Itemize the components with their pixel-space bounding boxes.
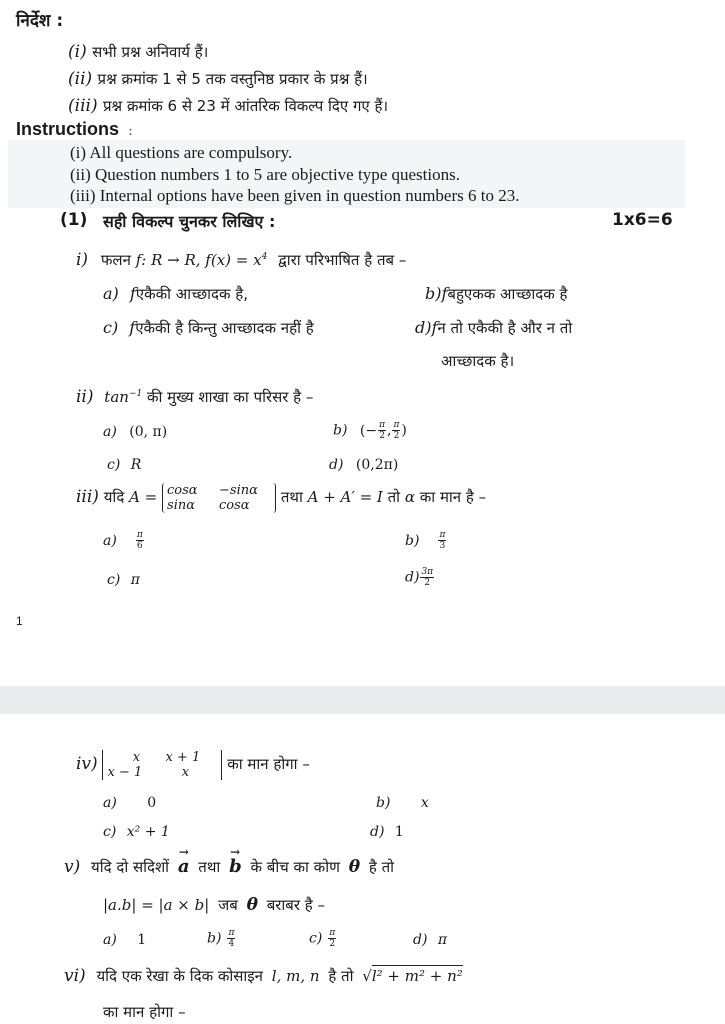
question-2-stem — [76, 387, 313, 407]
option-label: d) — [370, 824, 385, 840]
option-label: a) — [103, 424, 117, 440]
item-number: (iii) — [68, 96, 98, 116]
q5-option-d — [413, 932, 447, 948]
question-number: vi) — [64, 966, 86, 986]
question-number: v) — [64, 857, 81, 877]
question-number: iv) — [76, 754, 98, 774]
stem-hai-to: है तो — [328, 967, 354, 985]
q2-option-d — [329, 457, 398, 473]
page-separator — [0, 686, 725, 714]
option-text: R — [130, 457, 142, 473]
stem-text-2: के बीच का कोण — [250, 858, 340, 876]
option-f: f — [441, 284, 448, 303]
fraction-pi-over-3: $\frac{\pi}{3}$ — [439, 530, 446, 551]
english-instructions-heading: Instructions — [16, 119, 120, 139]
question-4-stem — [76, 750, 310, 780]
q1-option-a — [103, 284, 248, 304]
stem-math: f: R → R, f(x) = x — [135, 251, 262, 269]
option-label: d) — [413, 932, 428, 948]
theta: θ — [348, 857, 361, 877]
english-instruction-2: (ii) Question numbers 1 to 5 are objective type questions. — [70, 165, 460, 184]
question-5-line-2 — [103, 895, 325, 915]
q4-option-d — [370, 824, 404, 840]
vector-b: → b — [229, 845, 242, 877]
fraction-neg-pi-over-2: $\frac{\pi}{2}$ — [379, 420, 386, 441]
option-text: 0 — [147, 795, 157, 811]
q2-option-c — [107, 457, 141, 473]
fraction-pi-over-6: $\frac{\pi}{6}$ — [136, 530, 143, 551]
option-close: ) — [401, 422, 407, 439]
option-text: न तो एकैकी है और न तो — [437, 319, 573, 337]
option-f: f — [129, 284, 136, 303]
heading-colon: : — [128, 123, 133, 139]
stem-tatha: तथा — [280, 488, 303, 506]
option-label: a) — [103, 932, 117, 948]
option-label: d) — [415, 318, 432, 337]
q2-option-b — [333, 420, 407, 441]
option-label: c) — [309, 930, 323, 947]
option-text: एकैकी आच्छादक है, — [135, 285, 249, 303]
option-label: b) — [405, 532, 420, 549]
question-number: ii) — [76, 387, 94, 407]
english-instruction-1: (i) All questions are compulsory. — [70, 143, 293, 162]
option-label: c) — [103, 318, 119, 337]
stem-barabar: बराबर है – — [266, 896, 325, 914]
fraction-pi-over-2: $\frac{\pi}{2}$ — [329, 928, 336, 949]
stem-to: तो — [387, 488, 401, 506]
fraction-pi-over-4: $\frac{\pi}{4}$ — [228, 928, 235, 949]
item-text: प्रश्न क्रमांक 6 से 23 में आंतरिक विकल्प दिए गए हैं। — [102, 97, 389, 115]
q4-option-c — [103, 824, 170, 840]
option-text: π — [130, 572, 140, 588]
item-text: प्रश्न क्रमांक 1 से 5 तक वस्तुनिष्ठ प्रकार के प्रश्न हैं। — [97, 70, 368, 88]
option-label: c) — [107, 457, 121, 473]
q5-option-a — [103, 932, 146, 948]
stem-superscript: −1 — [128, 389, 143, 399]
option-label: a) — [103, 795, 117, 811]
stem-text: फलन — [100, 251, 131, 269]
hindi-instruction-2 — [68, 69, 368, 89]
q3-option-b — [405, 530, 447, 551]
item-number: (i) — [68, 42, 87, 62]
question-5-line-1 — [64, 845, 395, 877]
page-number: 1 — [16, 614, 23, 628]
q3-option-a — [103, 530, 145, 551]
vector-a: → a — [177, 845, 190, 877]
section-label: (1) — [60, 210, 88, 230]
stem-tail: का मान है – — [419, 488, 487, 506]
determinant: x x + 1 x − 1 x — [102, 750, 222, 780]
section-marks: 1x6=6 — [612, 210, 673, 230]
sqrt-expression: √l² + m² + n² — [362, 967, 463, 985]
theta: θ — [246, 895, 258, 915]
english-instructions-heading-row — [16, 119, 133, 140]
item-number: (ii) — [68, 69, 93, 89]
option-label: c) — [107, 572, 121, 588]
option-text: π — [437, 932, 448, 948]
question-number: i) — [76, 250, 89, 270]
stem-text: यदि एक रेखा के दिक कोसाइन — [96, 967, 263, 985]
q4-option-a — [103, 795, 156, 811]
q1-option-c — [103, 318, 314, 338]
direction-cosines: l, m, n — [271, 967, 320, 985]
stem-text-3: है तो — [368, 858, 395, 876]
question-number: iii) — [76, 487, 99, 507]
stem-condition: A + A′ = I — [307, 488, 383, 506]
option-comma: , — [387, 422, 392, 439]
question-6-line-2: का मान होगा – — [103, 1003, 186, 1021]
option-open: (− — [359, 422, 378, 439]
option-text: x² + 1 — [126, 824, 170, 840]
option-label: d) — [405, 569, 420, 586]
option-label: a) — [103, 284, 119, 303]
q3-option-d — [405, 567, 435, 588]
q1-option-b — [425, 284, 568, 304]
stem-math: tan — [104, 388, 129, 406]
section-title: सही विकल्प चुनकर लिखिए : — [103, 212, 276, 231]
question-1-stem — [76, 250, 406, 270]
question-3-stem — [76, 483, 486, 513]
option-text: 1 — [394, 824, 404, 840]
q3-option-c — [107, 572, 140, 588]
hindi-instruction-1 — [68, 42, 208, 62]
option-f: f — [129, 318, 136, 337]
stem-text: की मुख्य शाखा का परिसर है – — [147, 388, 314, 406]
q2-option-a — [103, 424, 167, 440]
stem-jab: जब — [218, 896, 238, 914]
hindi-instructions-heading: निर्देश : — [16, 11, 64, 31]
option-text: (0,2π) — [355, 457, 399, 473]
option-label: b) — [425, 284, 442, 303]
option-label: d) — [329, 457, 344, 473]
stem-if: यदि — [103, 488, 125, 506]
question-6-line-1 — [64, 966, 463, 986]
q4-option-b — [376, 795, 429, 811]
hindi-instruction-3 — [68, 96, 388, 116]
q5-option-c — [309, 928, 337, 949]
option-f: f — [431, 318, 438, 337]
option-text: बहुएकक आच्छादक है — [447, 285, 568, 303]
option-label: b) — [333, 422, 348, 439]
option-text: 1 — [137, 932, 147, 948]
option-label: b) — [376, 795, 391, 811]
matrix-a: cosα −sinα sinα cosα — [162, 483, 276, 513]
stem-text: यदि दो सदिशों — [91, 858, 170, 876]
stem-alpha: α — [404, 488, 415, 506]
q1-option-d — [415, 318, 572, 338]
stem-tail: का मान होगा – — [227, 755, 310, 773]
option-label: b) — [207, 930, 222, 947]
option-label: c) — [103, 824, 117, 840]
vector-equation: |a.b| = |a × b| — [103, 896, 210, 914]
q5-option-b — [207, 928, 236, 949]
option-text: (0, π) — [129, 424, 168, 440]
option-label: a) — [103, 532, 117, 549]
stem-a-equals: A = — [129, 488, 158, 506]
q1-option-d-continued: आच्छादक है। — [441, 352, 515, 370]
stem-exponent: 4 — [261, 252, 268, 262]
fraction-pi-over-2: $\frac{\pi}{2}$ — [393, 420, 400, 441]
stem-text-2: द्वारा परिभाषित है तब – — [278, 251, 407, 269]
stem-tatha: तथा — [198, 858, 221, 876]
item-text: सभी प्रश्न अनिवार्य हैं। — [92, 43, 209, 61]
option-text: x — [420, 795, 429, 811]
option-text: एकैकी है किन्तु आच्छादक नहीं है — [135, 319, 314, 337]
fraction-3pi-over-2: $\frac{3\pi}{2}$ — [421, 567, 434, 588]
english-instruction-3: (iii) Internal options have been given in question numbers 6 to 23. — [70, 186, 520, 205]
